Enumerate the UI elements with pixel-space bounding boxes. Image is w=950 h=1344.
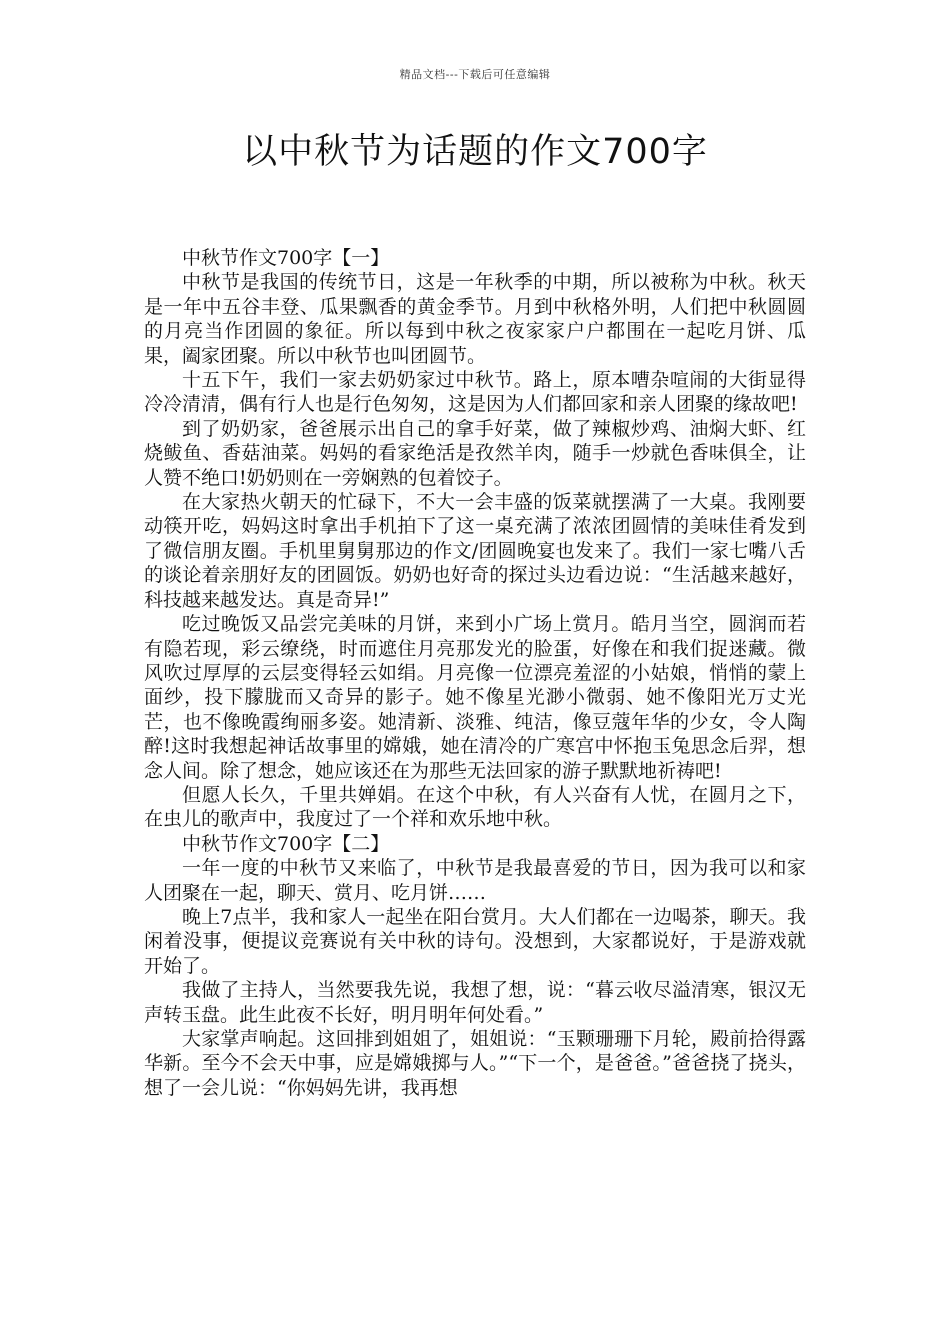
- paragraph: 十五下午，我们一家去奶奶家过中秋节。路上，原本嘈杂喧闹的大街显得冷冷清清，偶有行人也是行色匆匆，这是因为人们都回家和亲人团聚的缘故吧!: [144, 369, 806, 416]
- section-heading-1: 中秋节作文700字【一】: [182, 247, 390, 269]
- document-body: [144, 246, 806, 1100]
- paragraph: 一年一度的中秋节又来临了，中秋节是我最喜爱的节日，因为我可以和家人团聚在一起，聊天、赏月、吃月饼……: [144, 857, 806, 904]
- paragraph: 在大家热火朝天的忙碌下，不大一会丰盛的饭菜就摆满了一大桌。我刚要动筷开吃，妈妈这时拿出手机拍下了这一桌充满了浓浓团圆情的美味佳肴发到了微信朋友圈。手机里舅舅那边的作文/团圆晚宴也发来了。我们一家七嘴八舌的谈论着亲朋好友的团圆饭。奶奶也好奇的探过头边看边说：“生活越来越好，科技越来越发达。真是奇异!”: [144, 491, 806, 611]
- paragraph: 吃过晚饭又品尝完美味的月饼，来到小广场上赏月。皓月当空，圆润而若有隐若现，彩云缭绕，时而遮住月亮那发光的脸蛋，好像在和我们捉迷藏。微风吹过厚厚的云层变得轻云如绢。月亮像一位漂亮羞涩的小姑娘，悄悄的蒙上面纱，投下朦胧而又奇异的影子。她不像星光渺小微弱、她不像阳光万丈光芒，也不像晚霞绚丽多姿。她清新、淡雅、纯洁，像豆蔻年华的少女，令人陶醉!这时我想起神话故事里的嫦娥，她在清冷的广寒宫中怀抱玉兔思念后羿，想念人间。除了想念，她应该还在为那些无法回家的游子默默地祈祷吧!: [144, 613, 806, 782]
- paragraph: 中秋节是我国的传统节日，这是一年秋季的中期，所以被称为中秋。秋天是一年中五谷丰登、瓜果飘香的黄金季节。月到中秋格外明，人们把中秋圆圆的月亮当作团圆的象征。所以每到中秋之夜家家户户都围在一起吃月饼、瓜果，阖家团聚。所以中秋节也叫团圆节。: [144, 271, 806, 367]
- paragraph: 我做了主持人，当然要我先说，我想了想，说：“暮云收尽溢清寒，银汉无声转玉盘。此生此夜不长好，明月明年何处看。”: [144, 979, 806, 1026]
- paragraph: 大家掌声响起。这回排到姐姐了，姐姐说：“玉颗珊珊下月轮，殿前拾得露华新。至今不会天中事，应是嫦娥掷与人。”“下一个，是爸爸。”爸爸挠了挠头，想了一会儿说：“你妈妈先讲，我再想: [144, 1028, 806, 1099]
- header-note: 精品文档---下载后可任意编辑: [399, 68, 551, 81]
- paragraph: 但愿人长久，千里共婵娟。在这个中秋，有人兴奋有人忧，在圆月之下，在虫儿的歌声中，我度过了一个祥和欢乐地中秋。: [144, 783, 806, 831]
- document-title: 以中秋节为话题的作文700字: [242, 132, 708, 172]
- paragraph: 到了奶奶家，爸爸展示出自己的拿手好菜，做了辣椒炒鸡、油焖大虾、红烧鲅鱼、香菇油菜。妈妈的看家绝活是孜然羊肉，随手一炒就色香味俱全，让人赞不绝口!奶奶则在一旁娴熟的包着饺子。: [144, 417, 806, 489]
- paragraph: 晚上7点半，我和家人一起坐在阳台赏月。大人们都在一边喝茶，聊天。我闲着没事，便提议竞赛说有关中秋的诗句。没想到，大家都说好，于是游戏就开始了。: [144, 905, 806, 977]
- section-heading-2: 中秋节作文700字【二】: [182, 832, 390, 855]
